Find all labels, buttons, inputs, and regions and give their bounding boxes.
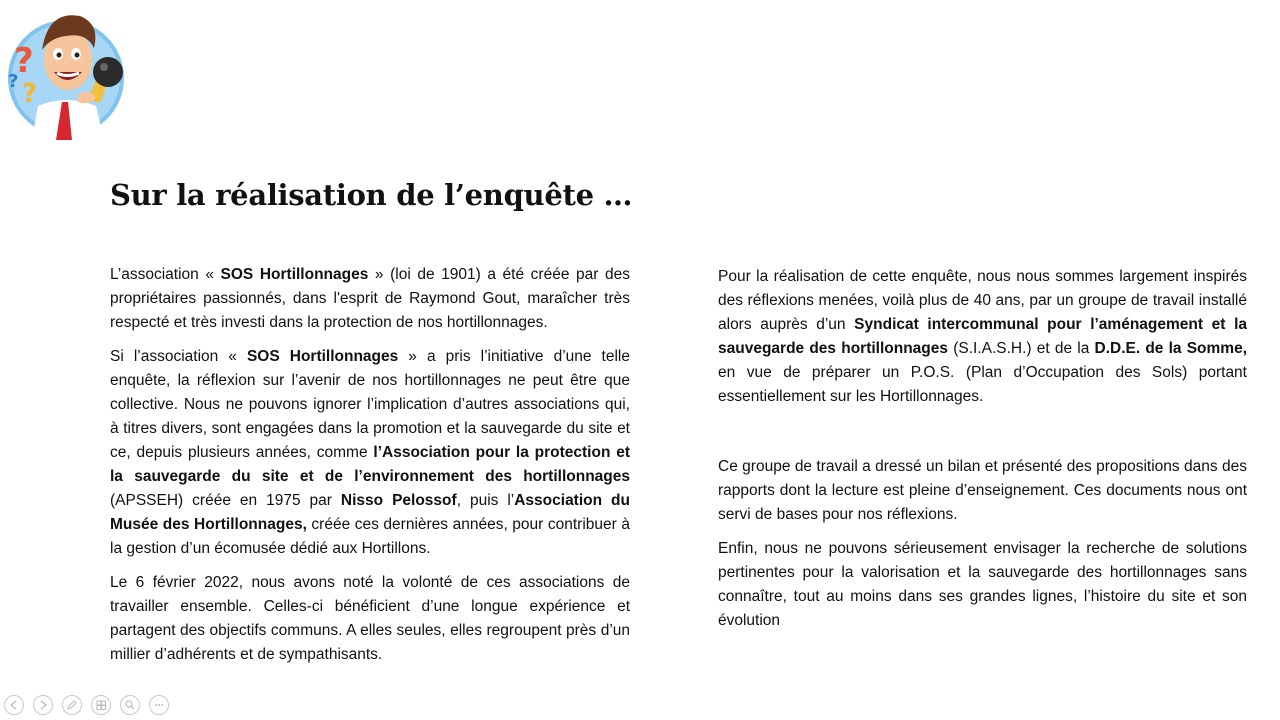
next-slide-button[interactable] [33,695,53,715]
slide-title: Sur la réalisation de l’enquête … [110,178,633,212]
slideshow-toolbar [4,694,169,716]
pen-tool-button[interactable] [62,695,82,715]
right-paragraph-1: Pour la réalisation de cette enquête, nous nous sommes largement inspirés des réflexions menées, voilà plus de 40 ans, par un groupe de travail installé alors auprès d’un Syndicat intercommunal pour l’aménagement et la sauvegarde des hortillonnages (S.I.A.S.H.) et de la D.D.E. de la Somme, en vue de préparer un P.O.S. (Plan d’Occupation des Sols) portant essentiellement sur les Hortillonnages. [718,268,1248,405]
zoom-icon [124,699,136,711]
more-options-button[interactable] [149,695,169,715]
see-all-slides-button[interactable] [91,695,111,715]
right-column [718,265,1247,643]
right-paragraph-2: Ce groupe de travail a dressé un bilan et présenté des propositions dans des rapports dont la lecture est pleine d’enseignement. Ces documents nous ont servi de bases pour nos réflexions. [718,458,1247,523]
more-icon [153,699,165,711]
left-paragraph-1: L’association « SOS Hortillonnages » (loi de 1901) a été créée par des propriétaires passionnés, dans l'esprit de Raymond Gout, maraîcher très respecté et très investi dans la protection de nos hortillonnages. [110,266,630,331]
paragraph-spacer [718,419,1247,455]
pen-icon [66,699,78,711]
previous-icon [8,699,20,711]
zoom-button[interactable] [120,695,140,715]
svg-text:?: ? [14,41,34,81]
left-paragraph-3: Le 6 février 2022, nous avons noté la volonté de ces associations de travailler ensemble. Celles-ci bénéficient d’une longue expérience et partagent des objectifs communs. A elles seules, elles regroupent près d’un millier d’adhérents et de sympathisants. [110,574,630,663]
svg-text:?: ? [8,71,19,92]
slides-icon [95,699,107,711]
svg-text:?: ? [22,79,38,109]
next-icon [37,699,49,711]
left-paragraph-2: Si l’association « SOS Hortillonnages » a pris l’initiative d’une telle enquête, la réflexion sur l’avenir de nos hortillonnages ne peut être que collective. Nous ne pouvons ignorer l’implication d’autres associations qui, à titres divers, sont engagées dans la promotion et la sauvegarde du site et ce, depuis plusieurs années, comme l’Association pour la protection et la sauvegarde du site et de l’environnement des hortillonnages (APSSEH) créée en 1975 par Nisso Pelossof, puis l’Association du Musée des Hortillonnages, créée ces dernières années, pour contribuer à la gestion d’un écomusée dédié aux Hortillons. [110,348,630,557]
right-paragraph-3: Enfin, nous ne pouvons sérieusement envisager la recherche de solutions pertinentes pour la valorisation et la sauvegarde des hortillonnages sans connaître, tout au moins dans ses grandes lignes, l’histoire du site et son évolution [718,540,1247,629]
reporter-mascot-illustration [4,2,128,140]
left-column [110,263,630,677]
previous-slide-button[interactable] [4,695,24,715]
